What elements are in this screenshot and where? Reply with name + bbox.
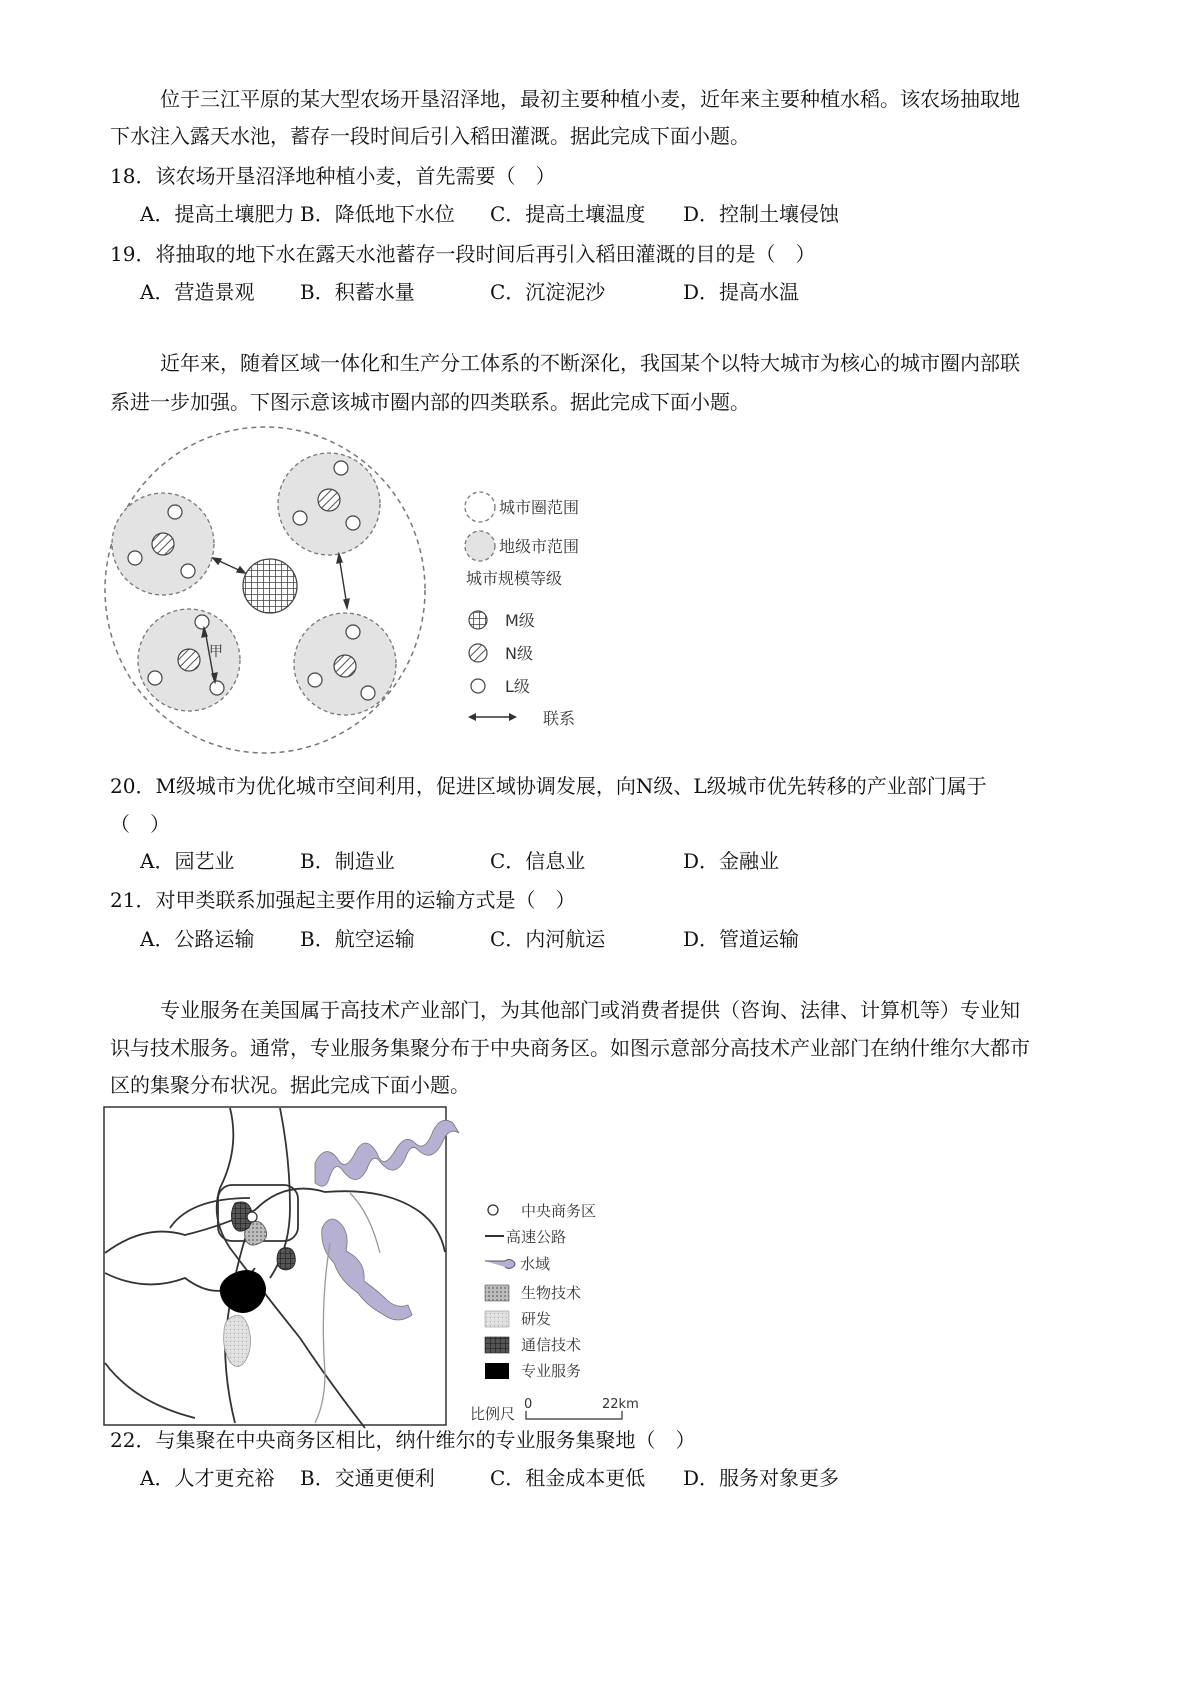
cbd-marker xyxy=(247,1212,257,1222)
legend-swatch-city-circle xyxy=(465,492,495,522)
n-level-city xyxy=(334,655,356,677)
q18-option-c: C．提高土壤温度 xyxy=(490,202,646,226)
q22-option-c: C．租金成本更低 xyxy=(490,1466,646,1490)
q20-option-b: B．制造业 xyxy=(300,849,395,873)
legend-swatch-m xyxy=(469,611,487,629)
question-19-stem: 19．将抽取的地下水在露天水池蓄存一段时间后再引入稻田灌溉的目的是（ ） xyxy=(110,242,816,266)
q22-option-d: D．服务对象更多 xyxy=(683,1466,840,1490)
passage-3-line-3: 区的集聚分布状况。据此完成下面小题。 xyxy=(110,1073,470,1097)
passage-2-line-2: 系进一步加强。下图示意该城市圈内部的四类联系。据此完成下面小题。 xyxy=(110,390,750,414)
legend-scale-title: 城市规模等级 xyxy=(466,569,563,588)
l-level-city xyxy=(346,625,360,639)
prefecture-range-bottom-left xyxy=(138,609,240,711)
telecom-cluster-east xyxy=(277,1248,295,1270)
scale-zero: 0 xyxy=(524,1397,533,1412)
q22-option-b: B．交通更便利 xyxy=(300,1466,435,1490)
legend-n-level: N级 xyxy=(505,644,533,663)
n-level-city xyxy=(318,489,340,511)
legend-l-level: L级 xyxy=(505,677,530,696)
q19-option-a: A．营造景观 xyxy=(140,280,255,304)
l-level-city xyxy=(195,615,209,629)
l-level-city xyxy=(168,505,182,519)
l-level-city xyxy=(128,551,142,565)
question-20-stem-line-1: 20．M级城市为优化城市空间利用，促进区域协调发展，向N级、L级城市优先转移的产业部门属于 xyxy=(110,774,987,798)
n-level-city xyxy=(178,649,200,671)
scale-label: 比例尺 xyxy=(470,1405,516,1423)
legend-biotech: 生物技术 xyxy=(521,1284,582,1302)
legend-prefecture-range: 地级市范围 xyxy=(499,537,580,556)
m-level-city-core xyxy=(243,559,297,613)
prefecture-range-left xyxy=(112,493,214,595)
legend-swatch-telecom xyxy=(485,1337,509,1353)
l-level-city xyxy=(308,673,322,687)
legend-pro-service: 专业服务 xyxy=(521,1362,582,1380)
legend-rnd: 研发 xyxy=(521,1310,552,1328)
q20-option-c: C．信息业 xyxy=(490,849,586,873)
q21-option-b: B．航空运输 xyxy=(300,927,415,951)
legend-m-level: M级 xyxy=(505,611,535,630)
legend-swatch-water xyxy=(485,1260,515,1269)
l-level-city xyxy=(361,686,375,700)
l-level-city xyxy=(148,671,162,685)
legend-swatch-prefecture xyxy=(465,531,495,561)
q21-option-a: A．公路运输 xyxy=(140,927,255,951)
l-level-city xyxy=(334,461,348,475)
q20-option-d: D．金融业 xyxy=(683,849,780,873)
q19-option-b: B．积蓄水量 xyxy=(300,280,415,304)
legend-swatch-pro-service xyxy=(485,1363,509,1379)
scale-max: 22km xyxy=(602,1397,639,1412)
question-22-stem: 22．与集聚在中央商务区相比，纳什维尔的专业服务集聚地（ ） xyxy=(110,1428,696,1452)
legend-cbd: 中央商务区 xyxy=(521,1202,597,1220)
question-21-stem: 21．对甲类联系加强起主要作用的运输方式是（ ） xyxy=(110,888,576,912)
passage-3-line-2: 识与技术服务。通常，专业服务集聚分布于中央商务区。如图示意部分高技术产业部门在纳什维尔大都市 xyxy=(110,1036,1030,1060)
prefecture-range-top-right xyxy=(278,453,380,555)
legend-swatch-l xyxy=(471,679,485,693)
legend-city-circle-range: 城市圈范围 xyxy=(499,498,580,517)
q22-option-a: A．人才更充裕 xyxy=(140,1466,275,1490)
question-20-stem-line-2: （ ） xyxy=(110,812,170,836)
jia-label: 甲 xyxy=(209,644,223,660)
m-level-city xyxy=(243,559,297,613)
legend-diagram-1 xyxy=(465,492,579,728)
prefecture-range-bottom-right xyxy=(294,613,396,715)
passage-2-line-1: 近年来，随着区域一体化和生产分工体系的不断深化，我国某个以特大城市为核心的城市圈内部联 xyxy=(160,351,1020,375)
l-level-city xyxy=(346,516,360,530)
q19-option-d: D．提高水温 xyxy=(683,280,800,304)
passage-3-line-1: 专业服务在美国属于高技术产业部门，为其他部门或消费者提供（咨询、法律、计算机等）专业知 xyxy=(160,998,1020,1022)
q21-option-d: D．管道运输 xyxy=(683,927,800,951)
legend-swatch-rnd xyxy=(485,1311,509,1327)
passage-1-line-1: 位于三江平原的某大型农场开垦沼泽地，最初主要种植小麦，近年来主要种植水稻。该农场抽取地 xyxy=(160,87,1020,111)
q20-option-a: A．园艺业 xyxy=(140,849,235,873)
l-level-city xyxy=(293,511,307,525)
passage-1-line-2: 下水注入露天水池，蓄存一段时间后引入稻田灌溉。据此完成下面小题。 xyxy=(110,124,750,148)
legend-swatch-cbd xyxy=(488,1205,498,1215)
legend-link: 联系 xyxy=(543,709,576,728)
q18-option-d: D．控制土壤侵蚀 xyxy=(683,202,840,226)
n-level-city xyxy=(152,533,174,555)
legend-swatch-biotech xyxy=(485,1285,509,1301)
q18-option-a: A．提高土壤肥力 xyxy=(140,202,295,226)
l-level-city xyxy=(181,564,195,578)
legend-map xyxy=(470,1202,639,1423)
legend-water: 水域 xyxy=(520,1255,551,1273)
legend-telecom: 通信技术 xyxy=(521,1336,582,1354)
q18-option-b: B．降低地下水位 xyxy=(300,202,455,226)
scale-bar xyxy=(526,1411,622,1419)
legend-swatch-n xyxy=(469,644,487,662)
city-circle-diagram xyxy=(95,420,655,765)
nashville-map xyxy=(100,1103,660,1433)
legend-highway: 高速公路 xyxy=(506,1228,567,1246)
question-18-stem: 18．该农场开垦沼泽地种植小麦，首先需要（ ） xyxy=(110,164,556,188)
q19-option-c: C．沉淀泥沙 xyxy=(490,280,606,304)
q21-option-c: C．内河航运 xyxy=(490,927,606,951)
l-level-city xyxy=(210,681,224,695)
